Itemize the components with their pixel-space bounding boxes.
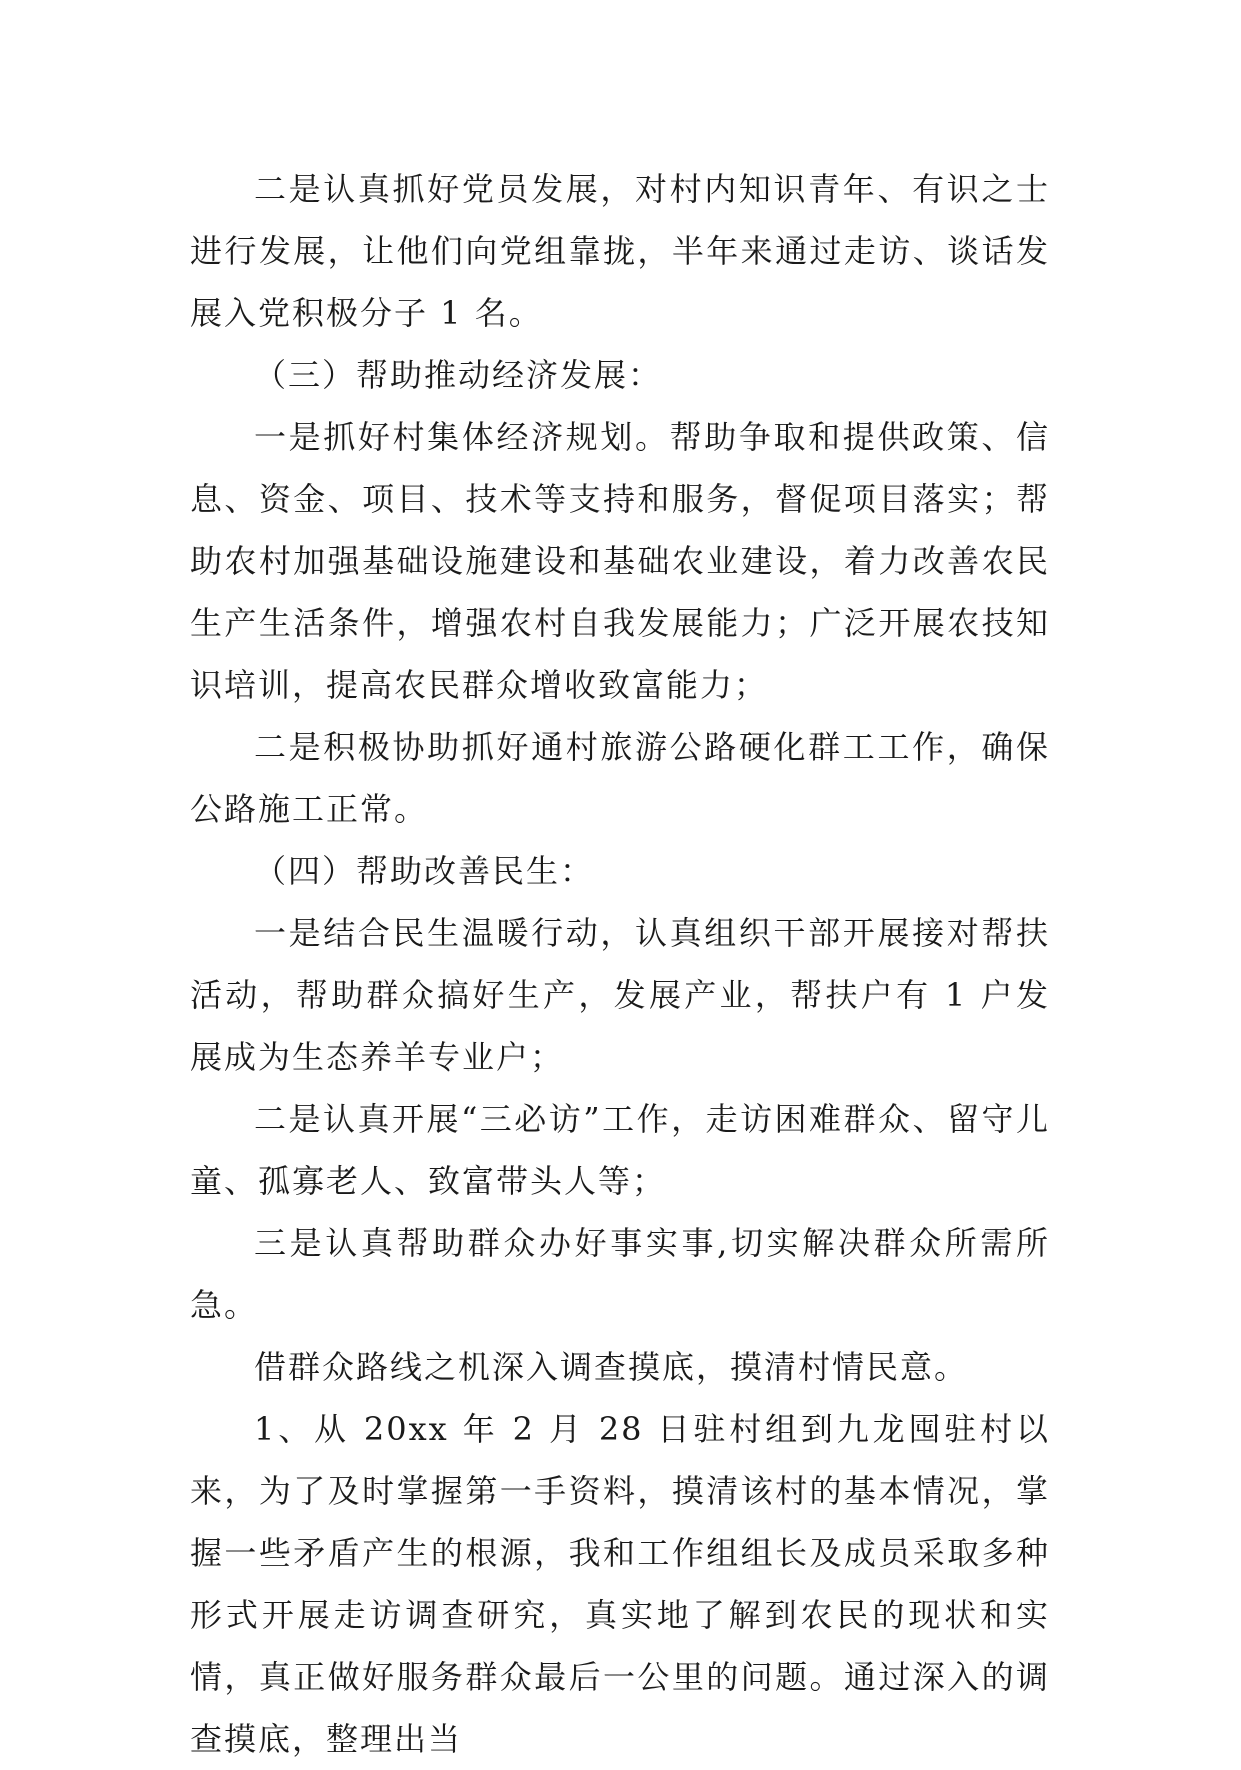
paragraph-survey-intro: 借群众路线之机深入调查摸底，摸清村情民意。	[254, 1348, 969, 1386]
paragraph-warmth-action: 一是结合民生温暖行动，认真组织干部开展接对帮扶活动，帮助群众搞好生产，发展产业，帮扶户有 1 户发展成为生态养羊专业户；	[190, 914, 1050, 1076]
paragraph-economic-plan: 一是抓好村集体经济规划。帮助争取和提供政策、信息、资金、项目、技术等支持和服务，督促项目落实；帮助农村加强基础设施建设和基础农业建设，着力改善农民生产生活条件，增强农村自我发展能力；广泛开展农技知识培训，提高农民群众增收致富能力；	[190, 418, 1050, 704]
paragraph-practical-matters: 三是认真帮助群众办好事实事,切实解决群众所需所急。	[190, 1224, 1050, 1324]
paragraph-party-development: 二是认真抓好党员发展，对村内知识青年、有识之士进行发展，让他们向党组靠拢，半年来通过走访、谈话发展入党积极分子 1 名。	[190, 170, 1050, 332]
section-heading-livelihood: （四）帮助改善民生：	[254, 852, 595, 890]
paragraph-road-work: 二是积极协助抓好通村旅游公路硬化群工工作，确保公路施工正常。	[190, 728, 1050, 828]
paragraph-survey-detail: 1、从 20xx 年 2 月 28 日驻村组到九龙囤驻村以来，为了及时掌握第一手资料，摸清该村的基本情况，掌握一些矛盾产生的根源，我和工作组组长及成员采取多种形式开展走访调查研究，真实地了解到农民的现状和实情，真正做好服务群众最后一公里的问题。通过深入的调查摸底，整理出当	[190, 1410, 1050, 1758]
body-text	[190, 158, 1050, 1770]
paragraph-three-visits: 二是认真开展“三必访”工作，走访困难群众、留守儿童、孤寡老人、致富带头人等；	[190, 1100, 1050, 1200]
section-heading-economic: （三）帮助推动经济发展：	[254, 356, 663, 394]
